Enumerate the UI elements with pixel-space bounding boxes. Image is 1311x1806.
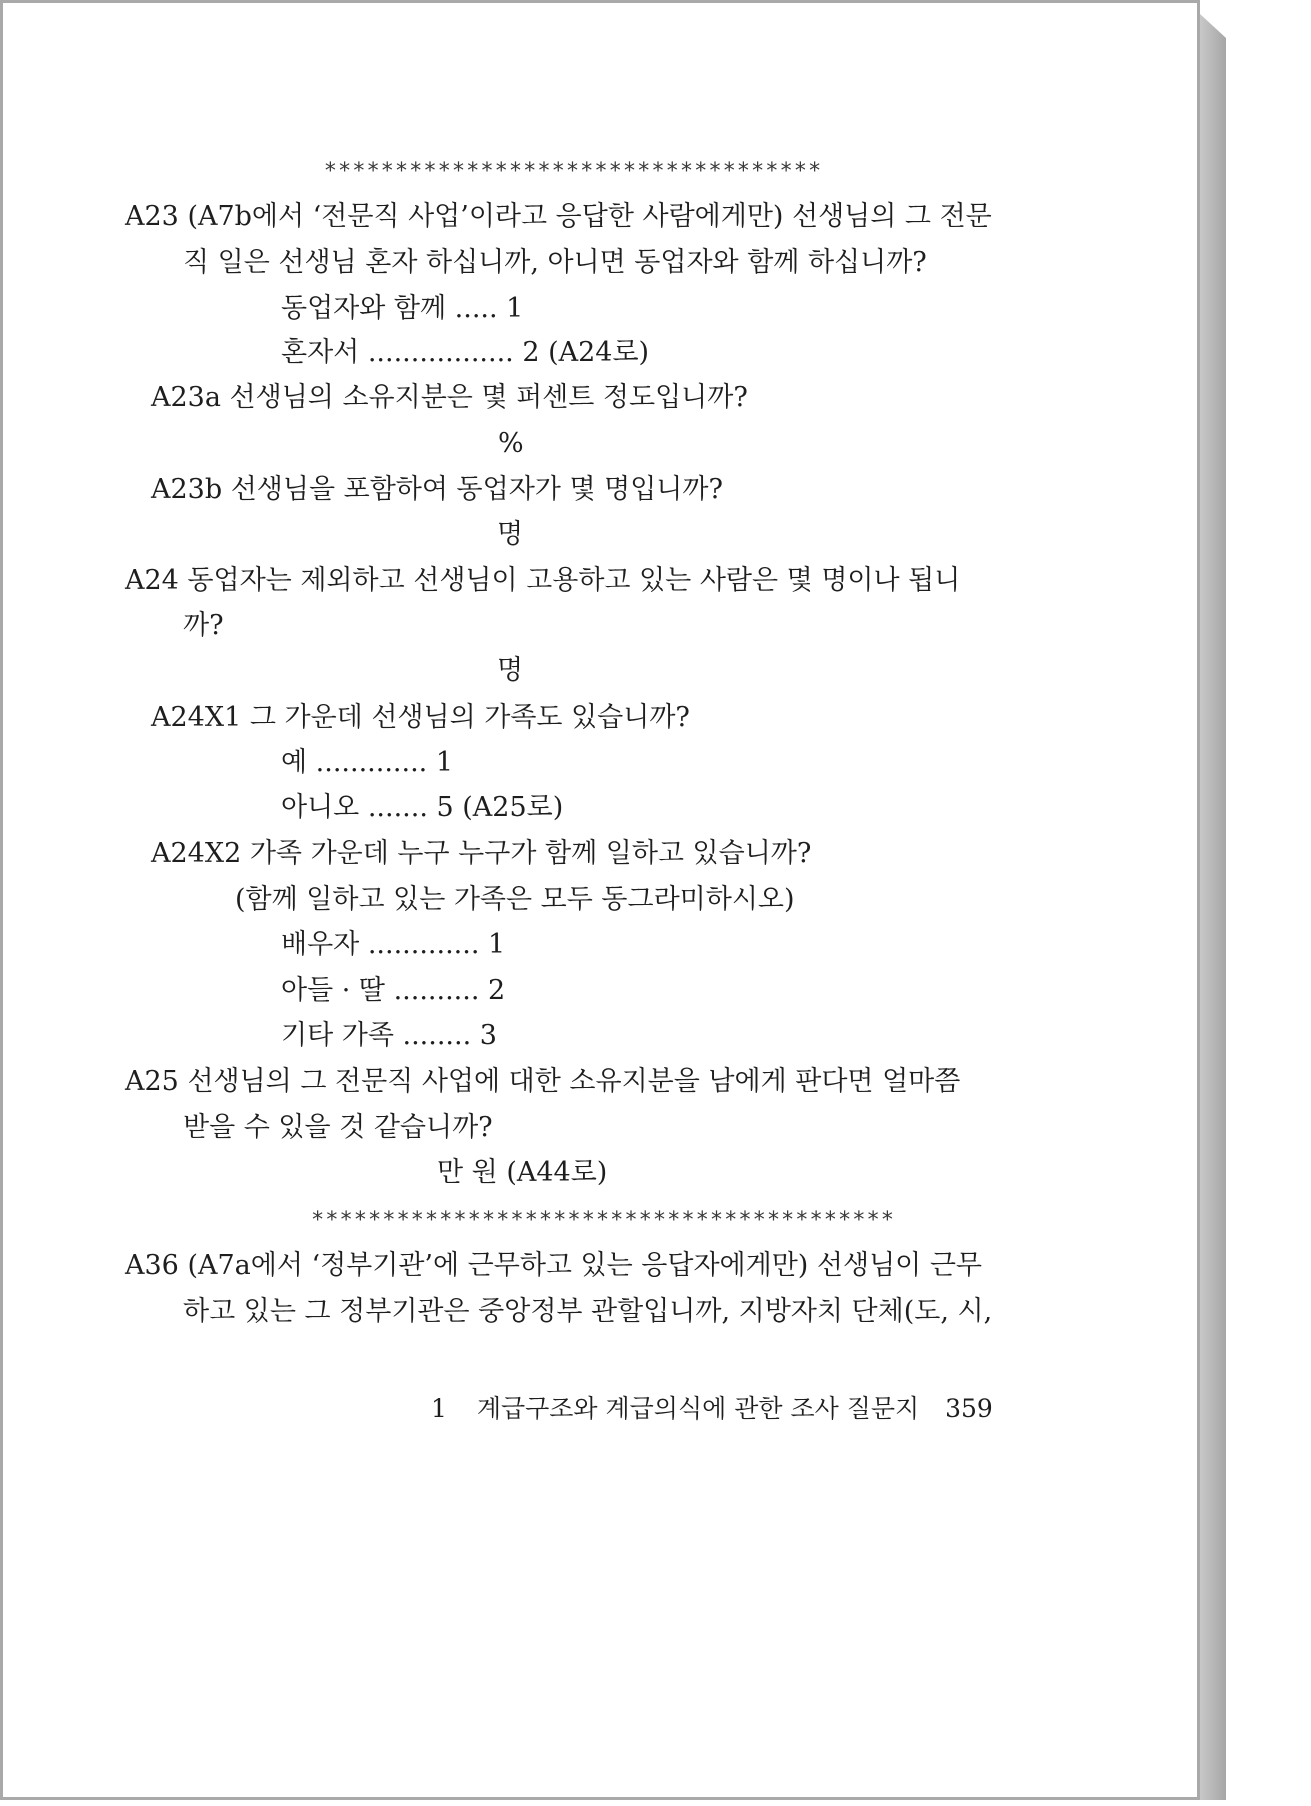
page-footer — [431, 1393, 993, 1425]
question-a24x1-option2: 아니오 ....... 5 (A25로) — [281, 792, 564, 823]
question-a24x1: A24X1 그 가운데 선생님의 가족도 있습니까? — [151, 702, 690, 733]
question-a24x2-note: (함께 일하고 있는 가족은 모두 동그라미하시오) — [235, 884, 795, 915]
question-a23b-unit: 명 — [497, 519, 524, 550]
question-a24-line1: A24 동업자는 제외하고 선생님이 고용하고 있는 사람은 몇 명이나 됩니 — [125, 565, 961, 596]
question-a25-unit: 만 원 (A44로) — [437, 1157, 608, 1188]
footer-title: 계급구조와 계급의식에 관한 조사 질문지 — [476, 1394, 920, 1423]
question-a25-line2: 받을 수 있을 것 같습니까? — [183, 1112, 493, 1143]
question-a23-option2: 혼자서 ................. 2 (A24로) — [281, 337, 650, 368]
question-a24x2-option2: 아들 · 딸 .......... 2 — [281, 975, 506, 1006]
question-a24x2-option3: 기타 가족 ........ 3 — [281, 1020, 497, 1051]
footer-chapter-number: 1 — [431, 1394, 447, 1423]
question-a24-line2: 까? — [183, 610, 224, 641]
separator-stars-top: *********************************** — [323, 159, 823, 184]
question-a36-line2: 하고 있는 그 정부기관은 중앙정부 관할입니까, 지방자치 단체(도, 시, — [183, 1296, 993, 1327]
question-a25-line1: A25 선생님의 그 전문직 사업에 대한 소유지분을 남에게 판다면 얼마쯤 — [125, 1066, 961, 1097]
question-a23a: A23a 선생님의 소유지분은 몇 퍼센트 정도입니까? — [151, 382, 748, 413]
question-a23-line2: 직 일은 선생님 혼자 하십니까, 아니면 동업자와 함께 하십니까? — [183, 247, 927, 278]
question-a23b: A23b 선생님을 포함하여 동업자가 몇 명입니까? — [151, 474, 723, 505]
page-edge-shadow — [1200, 14, 1226, 1800]
question-a36-line1: A36 (A7a에서 ‘정부기관’에 근무하고 있는 응답자에게만) 선생님이 근무 — [125, 1250, 982, 1281]
page-number: 359 — [945, 1394, 993, 1423]
separator-stars-mid: ***************************************** — [310, 1208, 896, 1233]
question-a23a-unit: % — [498, 428, 524, 459]
question-a24x1-option1: 예 ............. 1 — [281, 747, 453, 778]
question-a23-option1: 동업자와 함께 ..... 1 — [281, 293, 524, 324]
question-a24-unit: 명 — [497, 655, 524, 686]
question-a23-line1: A23 (A7b에서 ‘전문직 사업’이라고 응답한 사람에게만) 선생님의 그 전문 — [125, 201, 992, 232]
question-a24x2: A24X2 가족 가운데 누구 누구가 함께 일하고 있습니까? — [151, 838, 812, 869]
question-a24x2-option1: 배우자 ............. 1 — [281, 929, 506, 960]
